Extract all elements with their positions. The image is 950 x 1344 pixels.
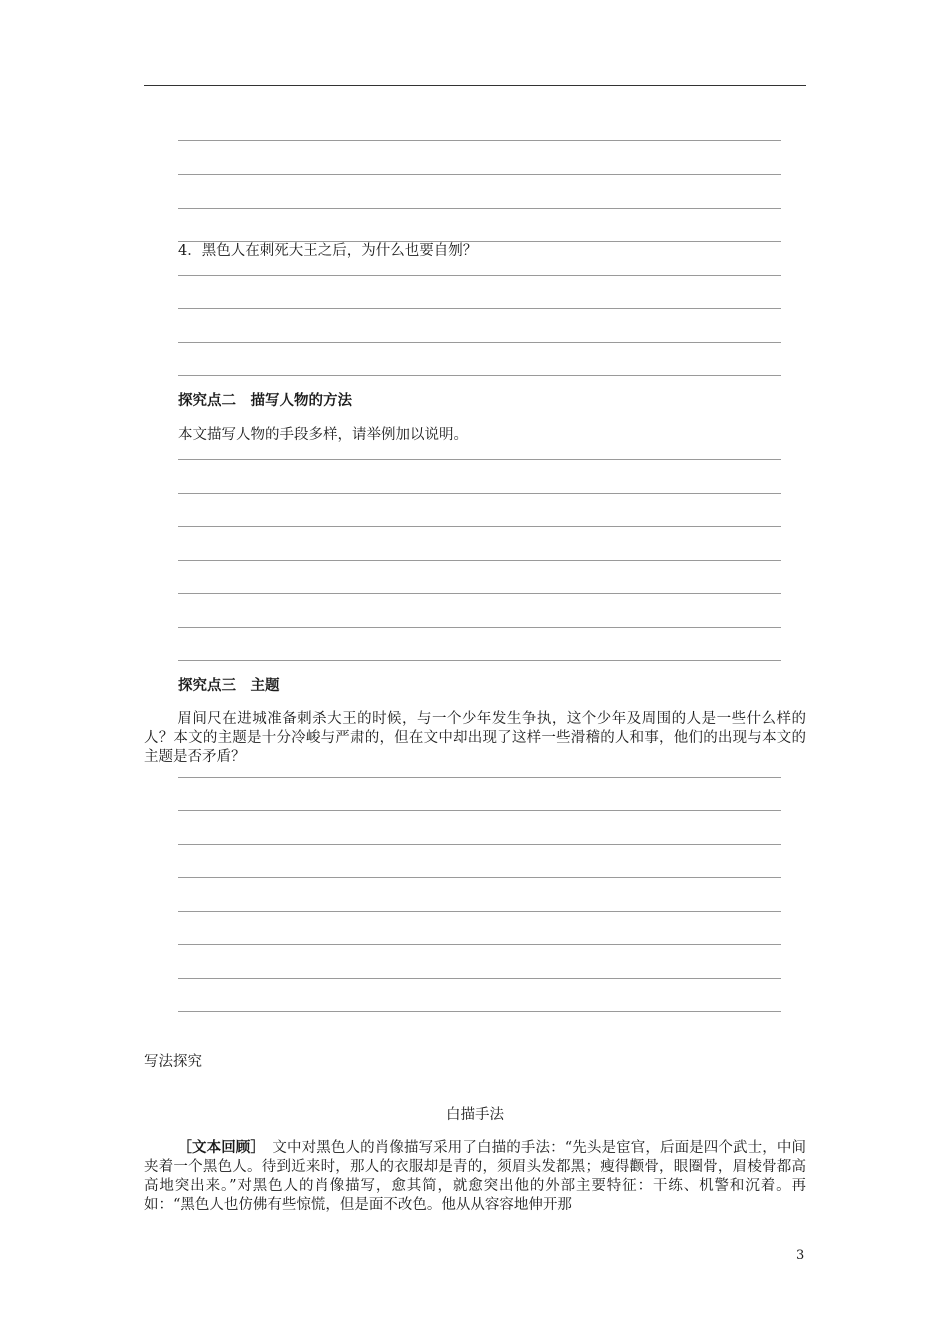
- answer-line: [178, 493, 781, 494]
- answer-line: [178, 275, 781, 276]
- answer-line: [178, 140, 781, 141]
- section2-prompt: 本文描写人物的手段多样，请举例加以说明。: [178, 427, 468, 443]
- question-4: 4．黑色人在刺死大王之后，为什么也要自刎？: [178, 243, 478, 259]
- answer-line: [178, 375, 781, 376]
- text-review-body: 文中对黑色人的肖像描写采用了白描的手法：“先头是宦官，后面是四个武士，中间夹着一个黑色人。待到近来时，那人的衣服却是青的，须眉头发都黑；瘦得颧骨，眼圈骨，眉棱骨都高高地突出来。”对黑色人的肖像描写，愈其简，就愈突出他的外部主要特征：干练、机警和沉着。再如：“黑色人也仿佛有些惊慌，但是面不改色。他从从容容地伸开那: [144, 1140, 806, 1213]
- top-rule: [144, 85, 806, 86]
- answer-line: [178, 174, 781, 175]
- answer-line: [178, 342, 781, 343]
- answer-line: [178, 627, 781, 628]
- answer-line: [178, 526, 781, 527]
- page-number: 3: [796, 1248, 805, 1263]
- answer-line: [178, 208, 781, 209]
- writing-section-label: 写法探究: [144, 1054, 202, 1070]
- technique-title: 白描手法: [446, 1107, 504, 1123]
- answer-line: [178, 844, 781, 845]
- answer-line: [178, 1011, 781, 1012]
- answer-line: [178, 877, 781, 878]
- answer-line: [178, 660, 781, 661]
- answer-line: [178, 810, 781, 811]
- answer-line: [178, 777, 781, 778]
- answer-line: [178, 560, 781, 561]
- text-review-tag: ［文本回顾］: [177, 1139, 258, 1156]
- answer-line: [178, 593, 781, 594]
- section3-paragraph: 眉间尺在进城准备刺杀大王的时候，与一个少年发生争执，这个少年及周围的人是一些什么样的人？本文的主题是十分冷峻与严肃的，但在文中却出现了这样一些滑稽的人和事，他们的出现与本文的主题是否矛盾？: [144, 711, 806, 765]
- answer-line: [178, 944, 781, 945]
- answer-line: [178, 308, 781, 309]
- answer-line: [178, 978, 781, 979]
- answer-line: [178, 911, 781, 912]
- answer-line: [178, 459, 781, 460]
- section2-heading: 探究点二 描写人物的方法: [178, 392, 352, 409]
- section3-heading: 探究点三 主题: [178, 677, 280, 694]
- text-review-paragraph: [144, 1138, 806, 1215]
